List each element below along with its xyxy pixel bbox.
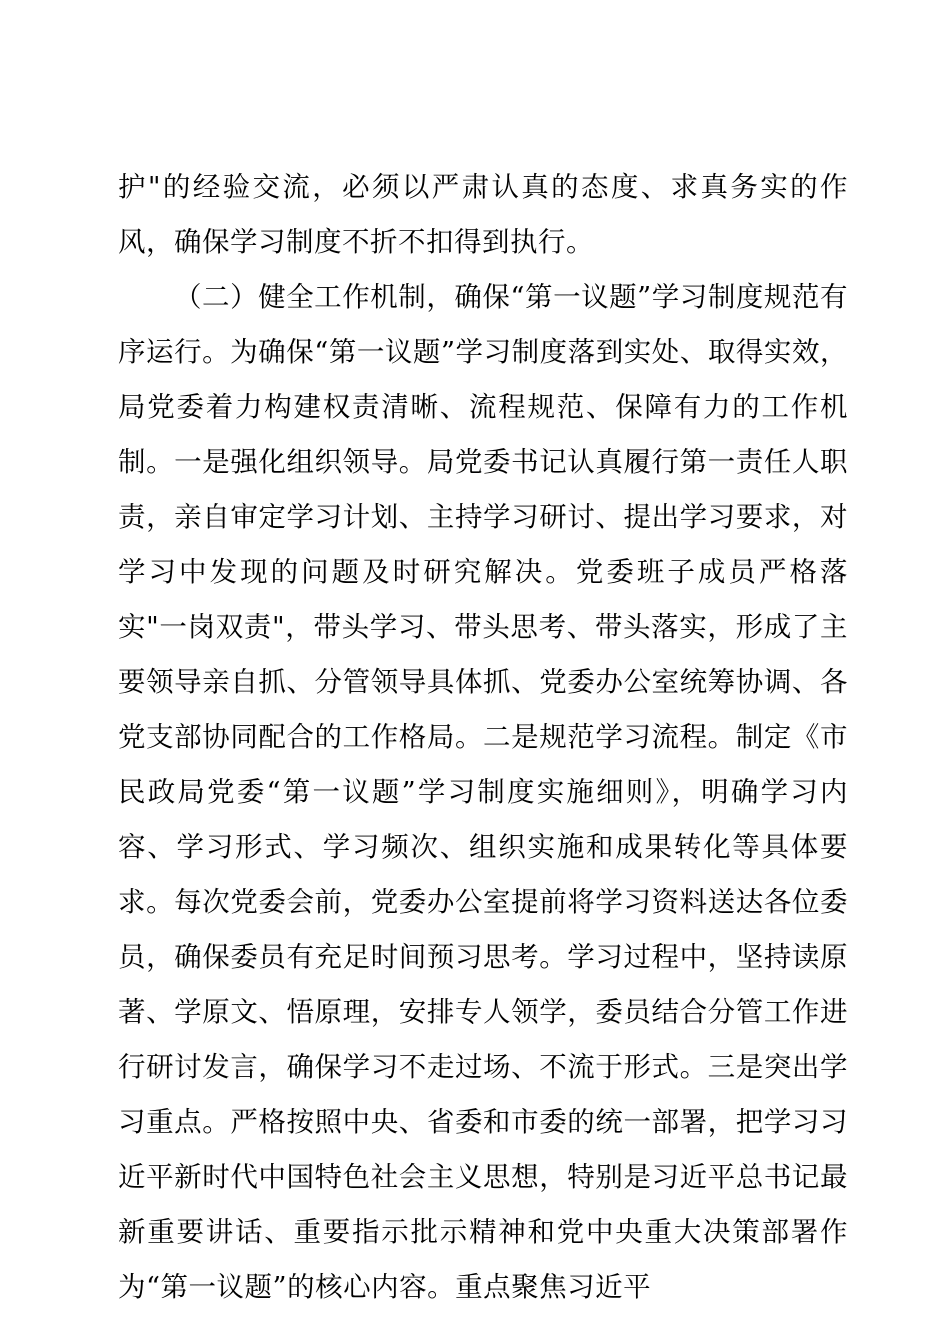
paragraph-continued: 护"的经验交流，必须以严肃认真的态度、求真务实的作风，确保学习制度不折不扣得到执行。: [118, 171, 848, 258]
paragraph-section-two: （二）健全工作机制，确保“第一议题”学习制度规范有序运行。为确保“第一议题”学习制度落到实处、取得实效，局党委着力构建权责清晰、流程规范、保障有力的工作机制。一是强化组织领导。局党委书记认真履行第一责任人职责，亲自审定学习计划、主持学习研讨、提出学习要求，对学习中发现的问题及时研究解决。党委班子成员严格落实"一岗双责"，带头学习、带头思考、带头落实，形成了主要领导亲自抓、分管领导具体抓、党委办公室统筹协调、各党支部协同配合的工作格局。二是规范学习流程。制定《市民政局党委“第一议题”学习制度实施细则》，明确学习内容、学习形式、学习频次、组织实施和成果转化等具体要求。每次党委会前，党委办公室提前将学习资料送达各位委员，确保委员有充足时间预习思考。学习过程中，坚持读原著、学原文、悟原理，安排专人领学，委员结合分管工作进行研讨发言，确保学习不走过场、不流于形式。三是突出学习重点。严格按照中央、省委和市委的统一部署，把学习习近平新时代中国特色社会主义思想，特别是习近平总书记最新重要讲话、重要指示批示精神和党中央重大决策部署作为“第一议题”的核心内容。重点聚焦习近平: [118, 281, 848, 1303]
document-text-body: [118, 160, 848, 1315]
